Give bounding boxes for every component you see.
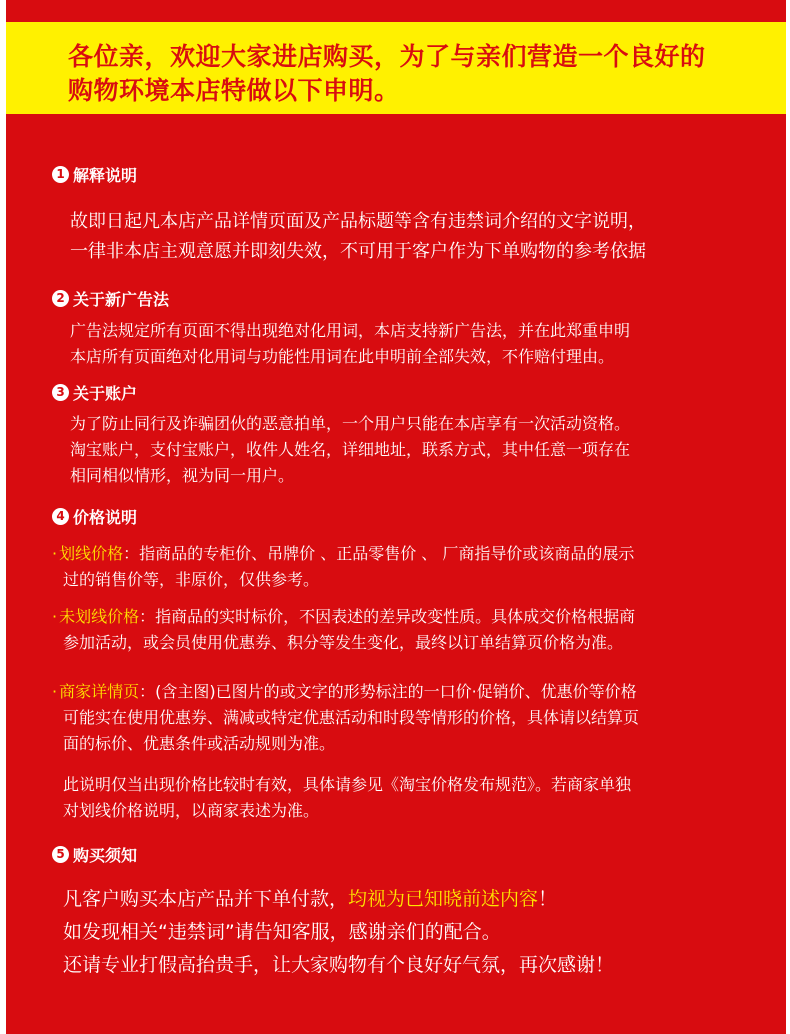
- section-1-title-text: 解释说明: [73, 166, 138, 185]
- price-item-1-line-2: 过的销售价等，非原价，仅供参考。: [63, 570, 320, 589]
- price-term-3: 商家详情页: [59, 682, 140, 701]
- price-item-1-line-1: [52, 541, 634, 564]
- section-1-title: [52, 163, 137, 186]
- section-4-title: [52, 505, 137, 528]
- section-2-title-text: 关于新广告法: [73, 290, 170, 309]
- number-4-icon: 4: [52, 508, 69, 525]
- section-1-line-1: 故即日起凡本店产品详情页面及产品标题等含有违禁词介绍的文字说明，: [70, 211, 646, 232]
- price-item-2-text-1: ：指商品的实时标价，不因表述的差异改变性质。具体成交价格根据商: [139, 607, 636, 626]
- section-2-line-1: 广告法规定所有页面不得出现绝对化用词，本店支持新广告法，并在此郑重申明: [70, 321, 631, 340]
- section-5-title: [52, 843, 137, 866]
- banner-line-1: 各位亲，欢迎大家进店购买，为了与亲们营造一个良好的: [68, 42, 706, 71]
- section-3-title: [52, 381, 137, 404]
- section-3-line-3: 相同相似情形，视为同一用户。: [70, 466, 295, 485]
- section-3-line-1: 为了防止同行及诈骗团伙的恶意拍单，一个用户只能在本店享有一次活动资格。: [70, 414, 631, 433]
- price-term-1: 划线价格: [59, 544, 124, 563]
- number-3-icon: 3: [52, 384, 69, 401]
- number-1-icon: 1: [52, 166, 69, 183]
- bullet-icon: ·: [52, 682, 58, 701]
- notice-line-1-end: ！: [538, 888, 558, 910]
- price-term-2: 未划线价格: [59, 607, 140, 626]
- banner-line-2: 购物环境本店特做以下申明。: [68, 76, 400, 105]
- section-1-line-2: 一律非本店主观意愿并即刻失效，不可用于客户作为下单购物的参考依据: [70, 241, 646, 262]
- number-2-icon: 2: [52, 290, 69, 307]
- section-2-line-2: 本店所有页面绝对化用词与功能性用词在此申明前全部失效，不作赔付理由。: [70, 347, 615, 366]
- price-item-2-line-2: 参加活动，或会员使用优惠券、积分等发生变化，最终以订单结算页价格为准。: [63, 633, 624, 652]
- notice-page: [6, 0, 786, 1034]
- notice-line-1-white: 凡客户购买本店产品并下单付款，: [63, 888, 349, 910]
- bullet-icon: ·: [52, 544, 58, 563]
- number-5-icon: 5: [52, 846, 69, 863]
- notice-line-1-highlight: 均视为已知晓前述内容: [348, 888, 539, 910]
- price-item-3-text-1: ：(含主图)已图片的或文字的形势标注的一口价·促销价、优惠价等价格: [139, 682, 637, 701]
- section-2-title: [52, 287, 169, 310]
- bullet-icon: ·: [52, 607, 58, 626]
- price-item-2-line-1: [52, 604, 635, 627]
- notice-line-3: 还请专业打假高抬贵手，让大家购物有个良好好气氛，再次感谢！: [63, 954, 615, 976]
- section-5-title-text: 购买须知: [73, 846, 138, 865]
- price-item-3-line-3: 面的标价、优惠条件或活动规则为准。: [63, 734, 336, 753]
- section-3-title-text: 关于账户: [73, 384, 138, 403]
- notice-line-1: [63, 884, 557, 911]
- section-3-line-2: 淘宝账户，支付宝账户，收件人姓名，详细地址，联系方式，其中任意一项存在: [70, 440, 631, 459]
- section-4-title-text: 价格说明: [73, 508, 138, 527]
- header-banner: [6, 22, 786, 114]
- price-item-3-line-1: [52, 679, 637, 702]
- price-item-1-text-1: ：指商品的专柜价、吊牌价 、正品零售价 、 厂商指导价或该商品的展示: [123, 544, 635, 563]
- price-note-line-1: 此说明仅当出现价格比较时有效，具体请参见《淘宝价格发布规范》。若商家单独: [63, 775, 632, 794]
- price-item-3-line-2: 可能实在使用优惠券、满减或特定优惠活动和时段等情形的价格，具体请以结算页: [63, 708, 640, 727]
- notice-line-2: 如发现相关“违禁词”请告知客服，感谢亲们的配合。: [63, 921, 501, 943]
- price-note-line-2: 对划线价格说明，以商家表述为准。: [63, 801, 320, 820]
